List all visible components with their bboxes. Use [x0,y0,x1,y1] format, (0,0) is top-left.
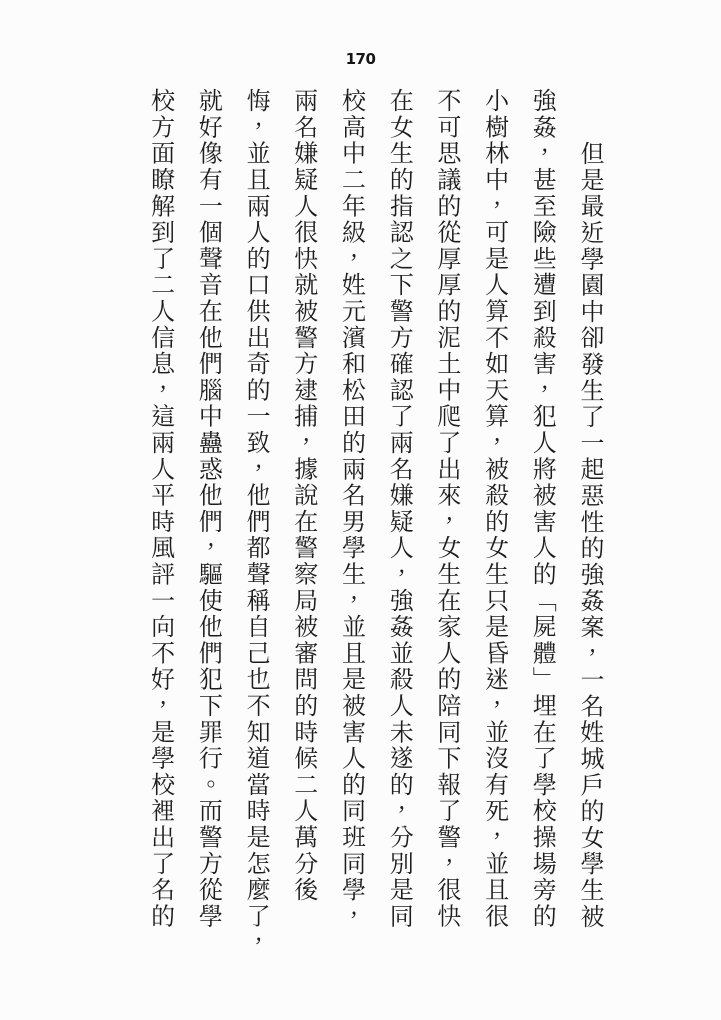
text-column: 悔，並且兩人的口供出奇的一致，他們都聲稱自己也不知道當時是怎麼了， [242,88,271,956]
text-column: 在女生的指認之下警方確認了兩名嫌疑人，強姦並殺人未遂的，分別是同 [385,88,414,930]
page-number: 170 [345,50,376,68]
text-column: 強姦，甚至險些遭到殺害，犯人將被害人的「屍體」埋在了學校操場旁的 [528,88,557,930]
text-column: 不可思議的從厚厚的泥土中爬了出來，女生在家人的陪同下報了警，很快 [432,88,461,930]
text-column: 校高中二年級，姓元濱和松田的兩名男學生，並且是被害人的同班同學， [337,88,366,930]
text-column: 兩名嫌疑人很快就被警方逮捕，據說在警察局被審問的時候二人萬分後 [289,88,318,904]
text-column: 校方面瞭解到了二人信息，這兩人平時風評一向不好，是學校裡出了名的 [146,88,175,930]
text-column: 小樹林中，可是人算不如天算，被殺的女生只是昏迷，並沒有死，並且很 [480,88,509,930]
text-column: 但是最近學園中卻發生了一起惡性的強姦案，一名姓城戶的女學生被 [576,141,604,930]
text-column: 就好像有一個聲音在他們腦中蠱惑他們，驅使他們犯下罪行。而警方從學 [194,88,223,930]
body-text [136,88,613,956]
